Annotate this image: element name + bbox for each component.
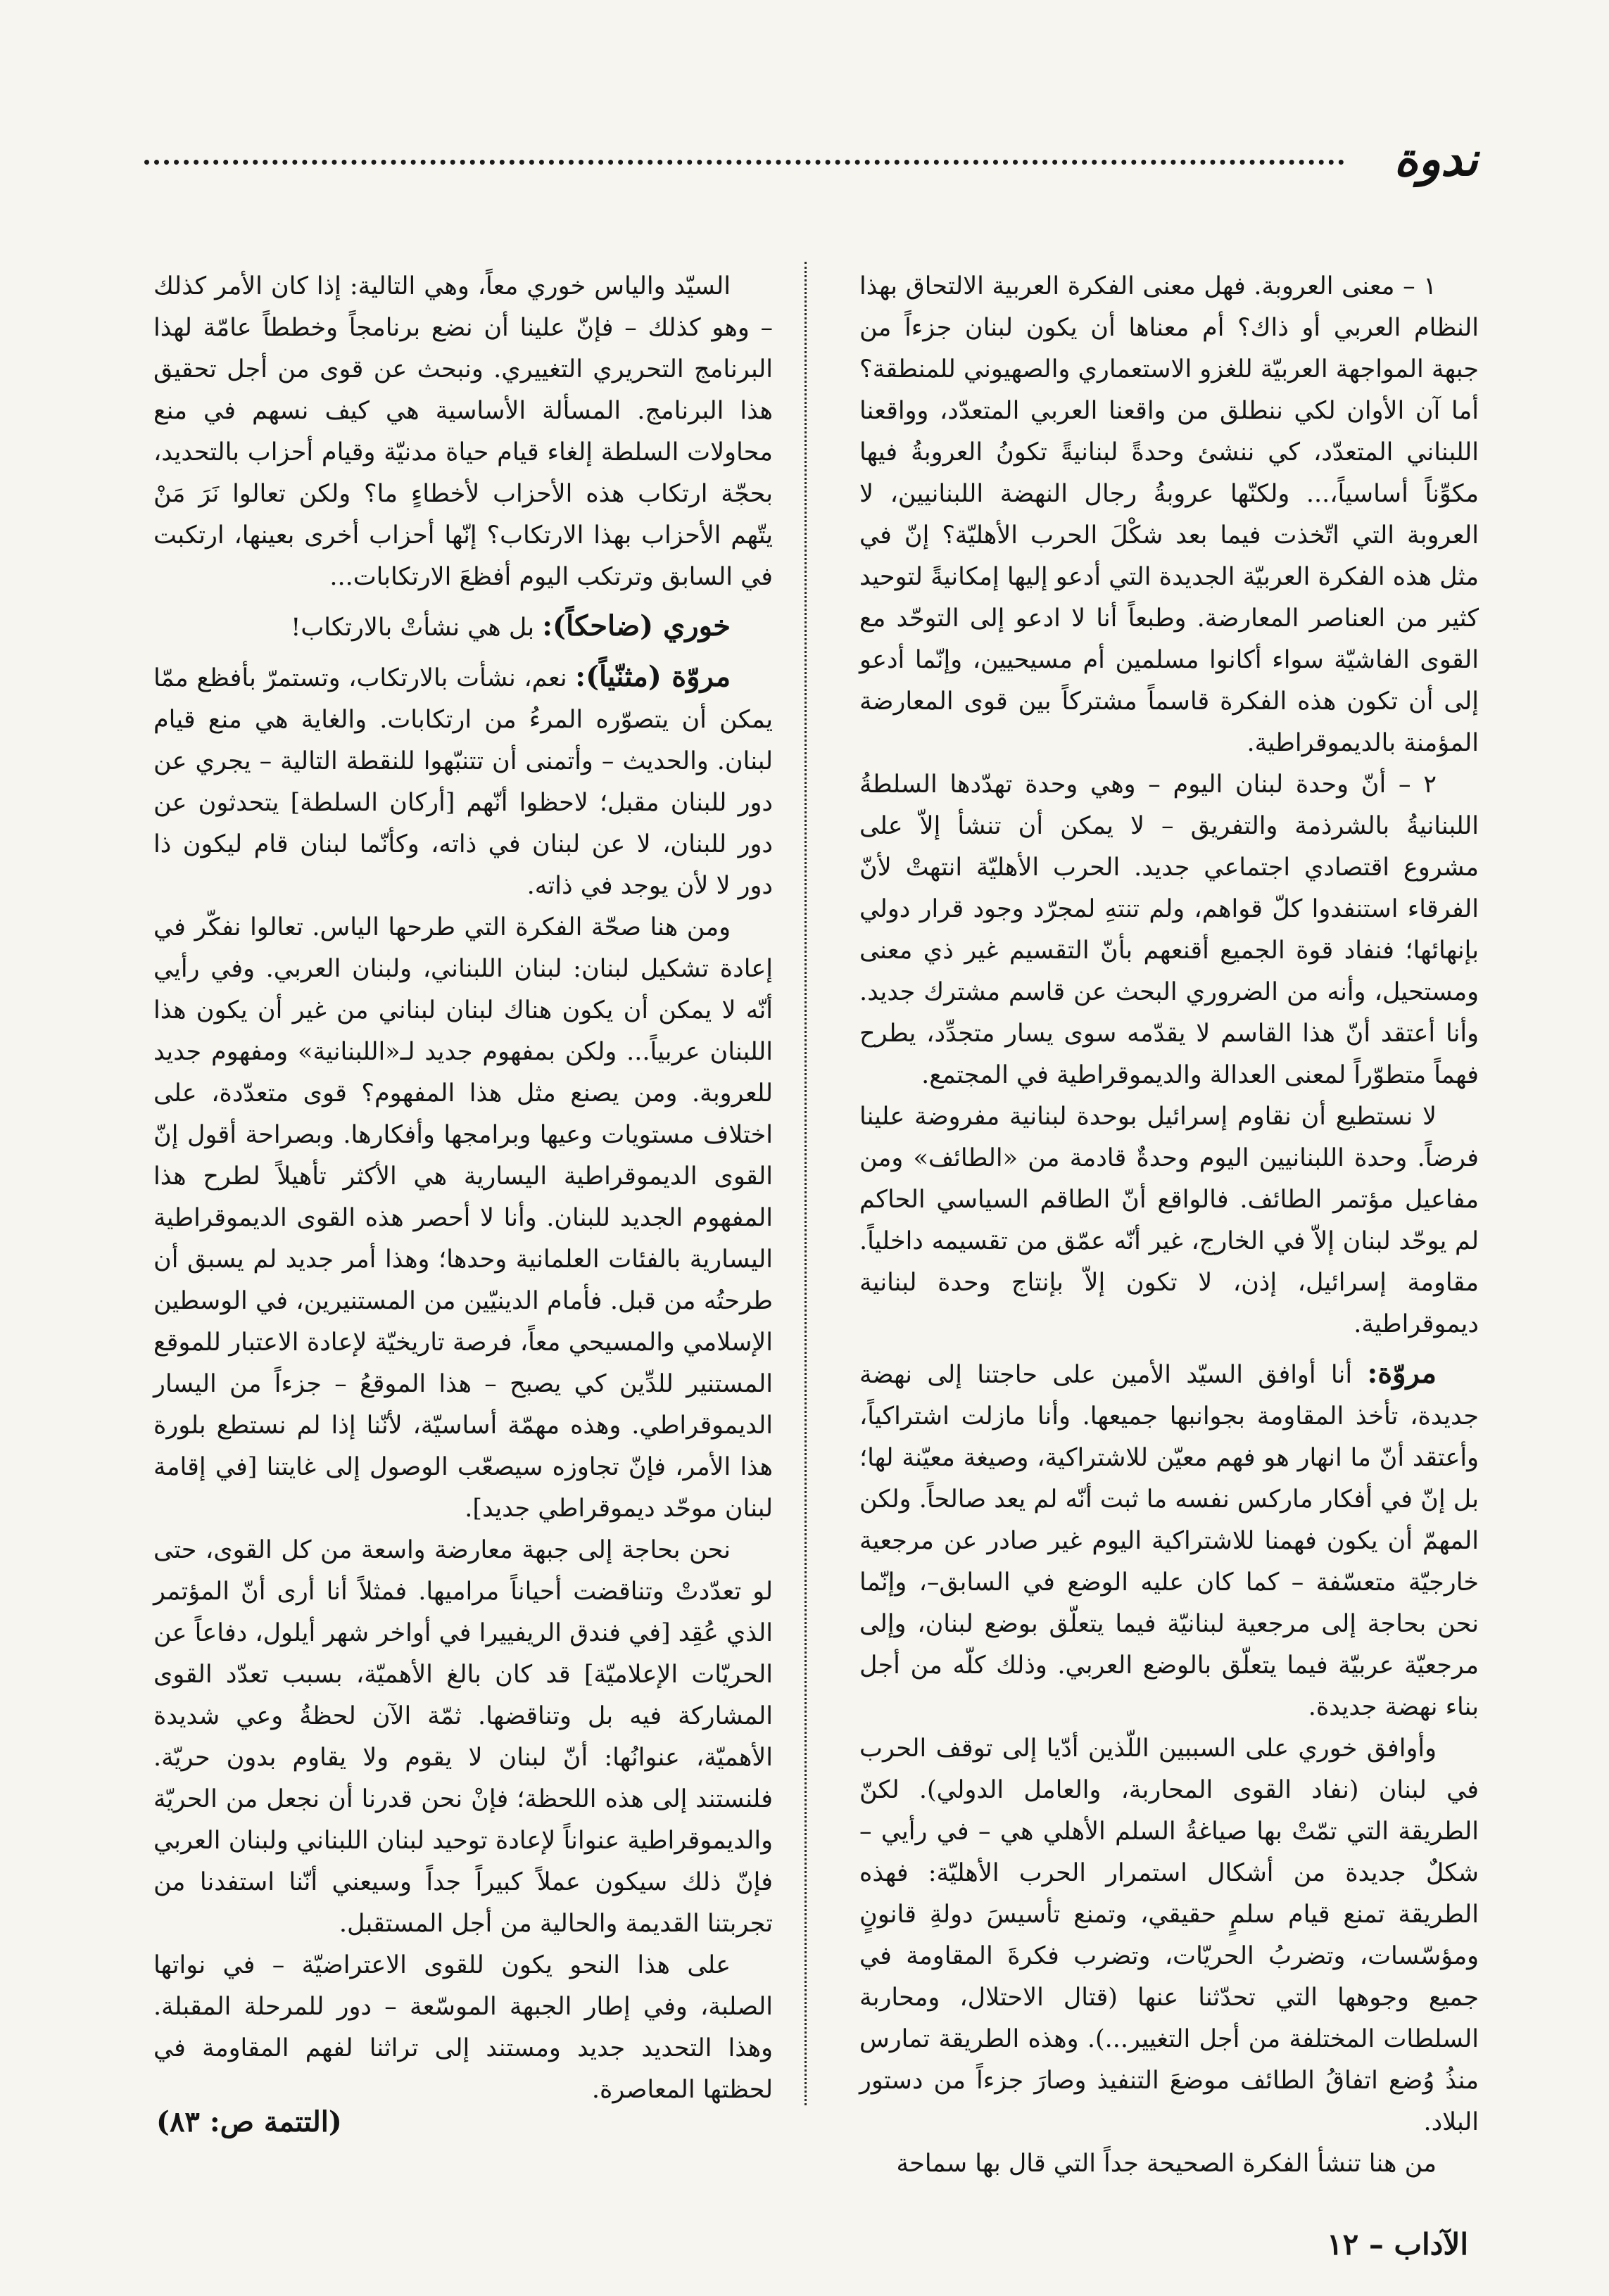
speaker-label: مروّة (مثنّياً):	[575, 660, 731, 693]
column-divider	[804, 262, 807, 2105]
paragraph: ومن هنا صحّة الفكرة التي طرحها الياس. تعالوا نفكّر في إعادة تشكيل لبنان: لبنان اللبناني، ولبنان العربي. وفي رأيي أنّه لا يمكن أن يكون هناك لبنان لبناني من غير أن يكون هذا اللبنان عربياً... ولكن بمفهوم جديد لـ«اللبنانية» ومفهوم جديد للعروبة. ومن يصنع مثل هذا المفهوم؟ قوى متعدّدة، على اختلاف مستويات وعيها وبرامجها وأفكارها. وبصراحة أقول إنّ القوى الديموقراطية اليسارية هي الأكثر تأهيلاً لطرح هذا المفهوم الجديد للبنان. وأنا لا أحصر هذه القوى الديموقراطية اليسارية بالفئات العلمانية وحدها؛ وهذا أمر جديد لم يسبق أن طرحتُه من قبل. فأمام الدينيّين من المستنيرين، في الوسطين الإسلامي والمسيحي معاً، فرصة تاريخيّة لإعادة الاعتبار للموقع المستنير للدِّين كي يصبح – هذا الموقعُ – جزءاً من اليسار الديموقراطي. وهذه مهمّة أساسيّة، لأنّنا إذا لم نستطع بلورة هذا الأمر، فإنّ تجاوزه سيصعّب الوصول إلى غايتنا [في إقامة لبنان موحّد ديموقراطي جديد].	[153, 913, 773, 1523]
paragraph: ١ – معنى العروبة. فهل معنى الفكرة العربية الالتحاق بهذا النظام العربي أو ذاك؟ أم معناها أن يكون لبنان جزءاً من جبهة المواجهة العربيّة للغزو الاستعماري والصهيوني للمنطقة؟ أما آن الأوان لكي ننطلق من واقعنا العربي المتعدّد، وواقعنا اللبناني المتعدّد، كي ننشئ وحدةً لبنانيةً تكونُ العروبةُ فيها مكوِّناً أساسياً،... ولكنّها عروبةُ رجال النهضة اللبنانيين، لا العروبة التي اتّخذت فيما بعد شكْلَ الحرب الأهليّة؟ إنّ في مثل هذه الفكرة العربيّة الجديدة التي أدعو إليها إمكانيةً لتوحيد كثير من العناصر المعارضة. وطبعاً أنا لا ادعو إلى التوحّد مع القوى الفاشيّة سواء أكانوا مسلمين أم مسيحيين، وإنّما أدعو إلى أن تكون هذه الفكرة قاسماً مشتركاً بين قوى المعارضة المؤمنة بالديموقراطية.	[859, 272, 1479, 757]
continued-note: (التتمة ص: ٨٣)	[156, 2105, 342, 2138]
page-footer: الآداب – ١٢	[1327, 2227, 1468, 2262]
right-column	[859, 266, 1479, 2185]
speaker-label: مروّة:	[1367, 1357, 1437, 1390]
paragraph-text: بل هي نشأتْ بالارتكاب!	[291, 614, 535, 642]
speaker-paragraph	[153, 605, 773, 649]
paragraph-text: أنا أوافق السيّد الأمين على حاجتنا إلى نهضة جديدة، تأخذ المقاومة بجوانبها جميعها. وأنا مازلت اشتراكياً، وأعتقد أنّ ما انهار هو فهم معيّن للاشتراكية، وصيغة معيّنة لها؛ بل إنّ في أفكار ماركس نفسه ما ثبت أنّه لم يعد صالحاً. ولكن المهمّ أن يكون فهمنا للاشتراكية اليوم غير صادر عن مرجعية خارجيّة متعسّفة – كما كان عليه الوضع في السابق–، وإنّما نحن بحاجة إلى مرجعية لبنانيّة فيما يتعلّق بوضع لبنان، وإلى مرجعيّة عربيّة فيما يتعلّق بالوضع العربي. وذلك كلّه من أجل بناء نهضة جديدة.	[859, 1361, 1479, 1721]
paragraph: لا نستطيع أن نقاوم إسرائيل بوحدة لبنانية مفروضة علينا فرضاً. وحدة اللبنانيين اليوم وحدةٌ قادمة من «الطائف» ومن مفاعيل مؤتمر الطائف. فالواقع أنّ الطاقم السياسي الحاكم لم يوحّد لبنان إلاّ في الخارج، غير أنّه عمّق من تقسيمه داخلياً. مقاومة إسرائيل، إذن، لا تكون إلاّ بإنتاج وحدة لبنانية ديموقراطية.	[859, 1103, 1479, 1338]
paragraph: من هنا تنشأ الفكرة الصحيحة جداً التي قال بها سماحة	[896, 2150, 1437, 2178]
speaker-label: خوري (ضاحكاً):	[542, 609, 731, 642]
section-logo: ندوة	[1394, 132, 1478, 186]
left-column	[153, 266, 773, 2111]
paragraph: وأوافق خوري على السببين اللّذين أدّيا إلى توقف الحرب في لبنان (نفاد القوى المحاربة، والعامل الدولي). لكنّ الطريقة التي تمّتْ بها صياغةُ السلم الأهلي هي – في رأيي – شكلٌ جديدة من أشكال استمرار الحرب الأهليّة: فهذه الطريقة تمنع قيام سلمٍ حقيقي، وتمنع تأسيسَ دولةِ قانونٍ ومؤسّسات، وتضربُ الحريّات، وتضرب فكرةَ المقاومة في جميع وجوهها التي تحدّثنا عنها (قتال الاحتلال، ومحاربة السلطات المختلفة من أجل التغيير...). وهذه الطريقة تمارس منذُ وُضع اتفاقُ الطائف موضعَ التنفيذ وصارَ جزءاً من دستور البلاد.	[859, 1734, 1479, 2136]
paragraph: نحن بحاجة إلى جبهة معارضة واسعة من كل القوى، حتى لو تعدّدتْ وتناقضت أحياناً مراميها. فمثلاً أنا أرى أنّ المؤتمر الذي عُقِد [في فندق الريفييرا في أواخر شهر أيلول، دفاعاً عن الحريّات الإعلاميّة] قد كان بالغ الأهميّة، بسبب تعدّد القوى المشاركة فيه بل وتناقضها. ثمّة الآن لحظةُ وعي شديدة الأهميّة، عنوانُها: أنّ لبنان لا يقوم ولا يقاوم بدون حريّة. فلنستند إلى هذه اللحظة؛ فإنْ نحن قدرنا أن نجعل من الحريّة والديموقراطية عنواناً لإعادة توحيد لبنان اللبناني ولبنان العربي فإنّ ذلك سيكون عملاً كبيراً جداً وسيعني أنّنا استفدنا من تجربتنا القديمة والحالية من أجل المستقبل.	[153, 1536, 773, 1938]
paragraph: السيّد والياس خوري معاً، وهي التالية: إذا كان الأمر كذلك – وهو كذلك – فإنّ علينا أن نضع برنامجاً وخططاً عامّة لهذا البرنامج التحريري التغييري. ونبحث عن قوى من أجل تحقيق هذا البرنامج. المسألة الأساسية هي كيف نسهم في منع محاولات السلطة إلغاء قيام حياة مدنيّة وقيام أحزاب بالتحديد، بحجّة ارتكاب هذه الأحزاب لأخطاءٍ ما؟ ولكن تعالوا نَرَ مَنْ يتّهم الأحزاب بهذا الارتكاب؟ إنّها أحزاب أخرى بعينها، ارتكبت في السابق وترتكب اليوم أفظعَ الارتكابات...	[153, 272, 773, 591]
page-header	[144, 132, 1478, 186]
speaker-paragraph	[859, 1352, 1479, 1728]
paragraph-text: نعم، نشأت بالارتكاب، وتستمرّ بأفظع ممّا يمكن أن يتصوّره المرءُ من ارتكابات. والغاية هي منع قيام لبنان. والحديث – وأتمنى أن تتنبّهوا للنقطة التالية – يجري عن دور للبنان مقبل؛ لاحظوا أنّهم [أركان السلطة] يتحدثون عن دور للبنان، لا عن لبنان في ذاته، وكأنّما لبنان قام ليكون ذا دور لا لأن يوجد في ذاته.	[153, 664, 773, 900]
header-dotted-rule	[144, 160, 1344, 165]
speaker-paragraph	[153, 656, 773, 907]
paragraph: على هذا النحو يكون للقوى الاعتراضيّة – في نواتها الصلبة، وفي إطار الجبهة الموسّعة – دور للمرحلة المقبلة. وهذا التحديد جديد ومستند إلى تراثنا لفهم المقاومة في لحظتها المعاصرة.	[153, 1951, 773, 2104]
paragraph: ٢ – أنّ وحدة لبنان اليوم – وهي وحدة تهدّدها السلطةُ اللبنانيةُ بالشرذمة والتفريق – لا يمكن أن تنشأ إلاّ على مشروع اقتصادي اجتماعي جديد. الحرب الأهليّة انتهتْ لأنّ الفرقاء استنفدوا كلّ قواهم، ولم تنتهِ لمجرّد وجود قرار دولي بإنهائها؛ فنفاد قوة الجميع أقنعهم بأنّ التقسيم غير ذي معنى ومستحيل، وأنه من الضروري البحث عن قاسم مشترك جديد. وأنا أعتقد أنّ هذا القاسم لا يقدّمه سوى يسار متجدِّد، يطرح فهماً متطوّراً لمعنى العدالة والديموقراطية في المجتمع.	[859, 770, 1479, 1089]
